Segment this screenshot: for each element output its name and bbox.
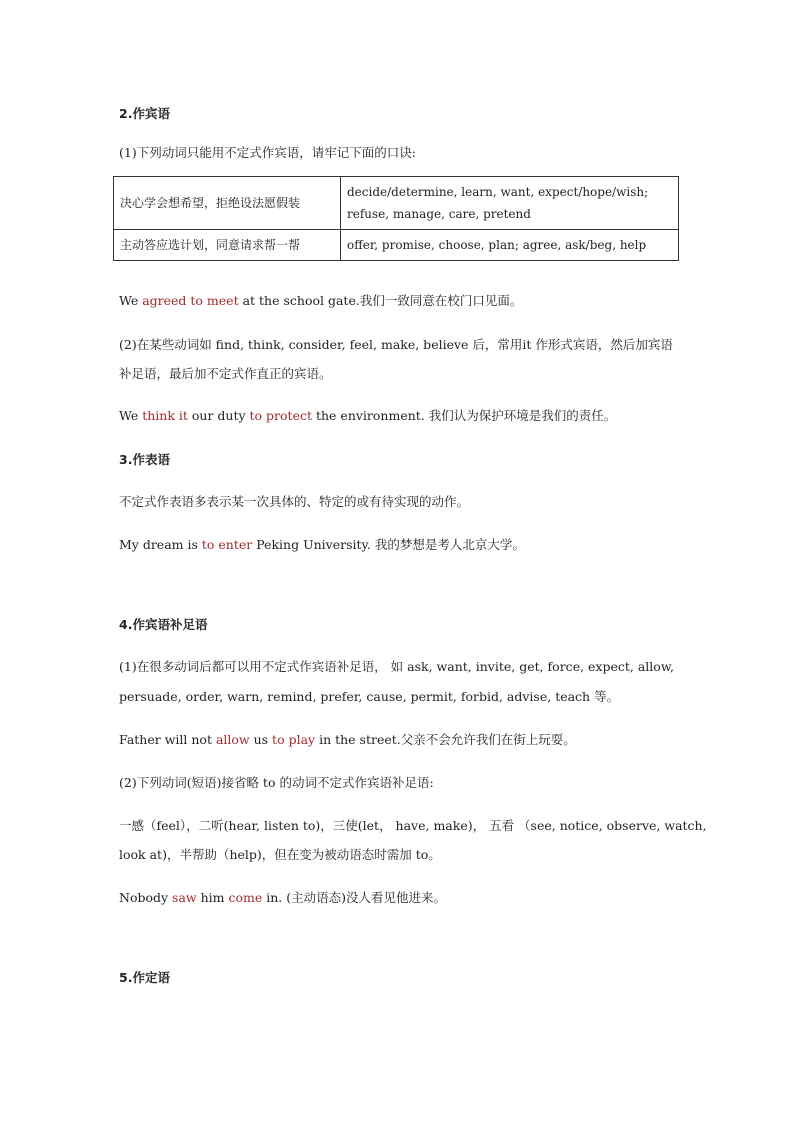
highlighted-phrase: to play — [272, 732, 316, 747]
highlighted-phrase: come — [228, 890, 263, 905]
section-heading-3: 3.作表语 — [119, 452, 170, 467]
highlighted-phrase: allow — [215, 732, 250, 747]
section-heading-2: 2.作宾语 — [119, 106, 170, 121]
example-sentence — [119, 535, 676, 555]
example-text: us — [249, 732, 273, 747]
verbs-cell: offer, promise, choose, plan; agree, ask/beg, help — [341, 230, 679, 261]
verbs-cell: decide/determine, learn, want, expect/hope/wish; refuse, manage, care, pretend — [341, 177, 679, 230]
highlighted-phrase: saw — [172, 890, 197, 905]
example-text: at the school gate.我们一致同意在校门口见面。 — [238, 293, 523, 308]
example-text: Father will not — [119, 732, 216, 747]
example-text: Peking University. 我的梦想是考人北京大学。 — [252, 537, 525, 552]
example-text: My dream is — [119, 537, 202, 552]
mnemonic-cell: 决心学会想希望，拒绝设法愿假装 — [114, 177, 341, 230]
example-sentence — [119, 406, 676, 426]
section-4-mnemonic-cont: look at)，半帮助（help)，但在变为被动语态时需加 to。 — [119, 847, 441, 862]
highlighted-phrase: think it — [142, 408, 188, 423]
verb-mnemonic-table — [113, 176, 679, 261]
section-heading-4: 4.作宾语补足语 — [119, 617, 208, 632]
section-2-intro: (1)下列动词只能用不定式作宾语，请牢记下面的口诀: — [119, 145, 416, 160]
example-text: our duty — [187, 408, 250, 423]
example-text: We — [119, 408, 143, 423]
section-4-rule-1: (1)在很多动词后都可以用不定式作宾语补足语， 如 ask, want, invite, get, force, expect, allow, — [119, 659, 675, 674]
highlighted-phrase: to protect — [249, 408, 312, 423]
highlighted-phrase: to enter — [201, 537, 253, 552]
example-sentence — [119, 291, 676, 311]
example-text: him — [196, 890, 229, 905]
section-heading-5: 5.作定语 — [119, 970, 170, 985]
section-4-rule-2: (2)下列动词(短语)接省略 to 的动词不定式作宾语补足语: — [119, 775, 434, 790]
section-3-description: 不定式作表语多表示某一次具体的、特定的或有待实现的动作。 — [119, 494, 470, 509]
section-2-rule-2-cont: 补足语，最后加不定式作直正的宾语。 — [119, 366, 332, 381]
table-row — [114, 177, 679, 230]
example-text: in the street.父亲不会允许我们在街上玩耍。 — [315, 732, 576, 747]
highlighted-phrase: agreed to meet — [142, 293, 239, 308]
section-2-rule-2: (2)在某些动词如 find, think, consider, feel, make, believe 后，常用it 作形式宾语，然后加宾语 — [119, 337, 673, 352]
example-sentence — [119, 730, 676, 750]
example-text: We — [119, 293, 143, 308]
example-text: in. (主动语态)没人看见他进来。 — [262, 890, 446, 905]
example-text: the environment. 我们认为保护环境是我们的责任。 — [312, 408, 617, 423]
table-row — [114, 230, 679, 261]
example-sentence — [119, 888, 676, 908]
section-4-mnemonic: 一感（feel），二听(hear, listen to)，三使(let， have, make)， 五看 （see, notice, observe, watch, — [119, 818, 707, 833]
example-text: Nobody — [119, 890, 173, 905]
section-4-rule-1-cont: persuade, order, warn, remind, prefer, cause, permit, forbid, advise, teach 等。 — [119, 689, 620, 704]
mnemonic-cell: 主动答应选计划，同意请求帮一帮 — [114, 230, 341, 261]
